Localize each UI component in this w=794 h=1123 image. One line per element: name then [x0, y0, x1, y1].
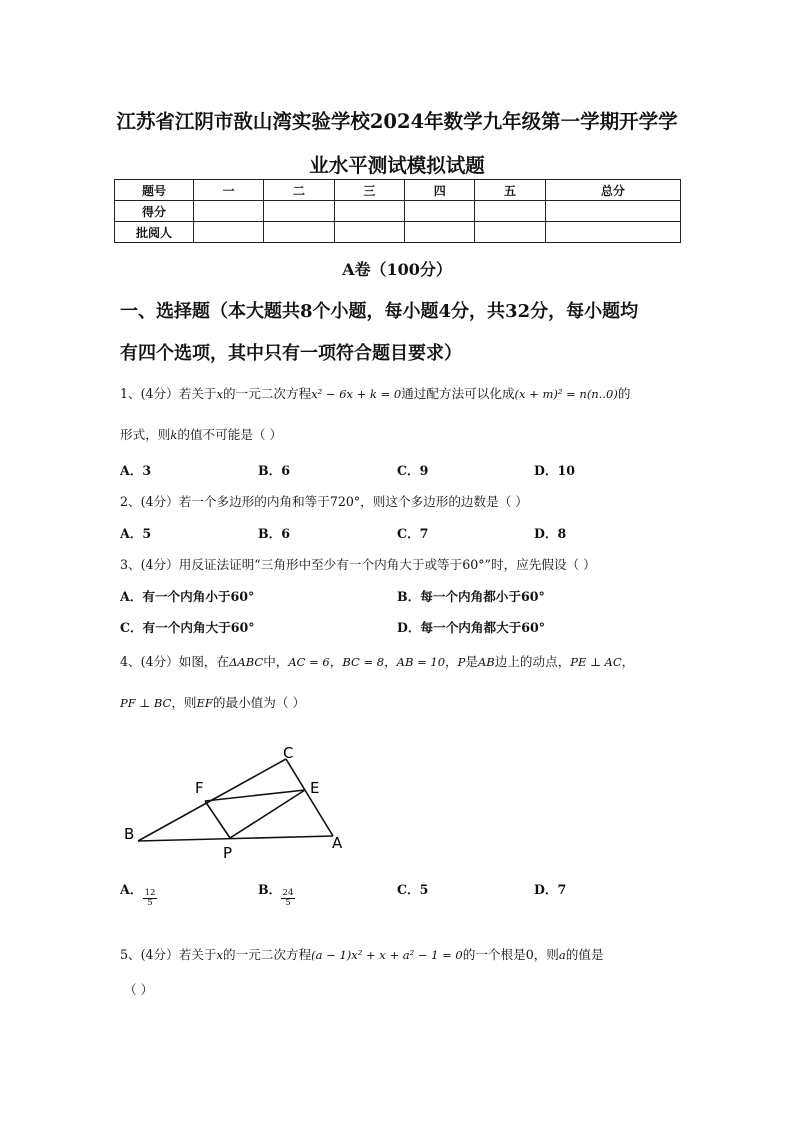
q2-option-b[interactable]: B．6 [258, 526, 291, 541]
question-3-text: 3、(4分）用反证法证明“三角形中至少有一个内角大于或等于60°”时，应先假设（ ） [120, 557, 596, 572]
section1-heading-line1: 一、选择题（本大题共8个小题，每小题4分，共32分，每小题均 [120, 301, 639, 322]
q1-option-a[interactable]: A．3 [120, 463, 152, 478]
score-cell[interactable] [475, 201, 545, 222]
q1-text: 的一元二次方程 [223, 386, 312, 401]
q1-option-b[interactable]: B．6 [258, 463, 291, 478]
label-a: A [332, 834, 343, 852]
score-cell[interactable] [334, 201, 404, 222]
q4-text: 4、(4分）如图，在 [120, 654, 230, 669]
q5-text: 的一元二次方程 [223, 947, 312, 962]
q1-text: 的 [617, 386, 631, 401]
score-table [114, 179, 681, 243]
score-cell[interactable] [405, 222, 475, 243]
score-cell[interactable] [194, 201, 264, 222]
score-cell[interactable] [264, 201, 334, 222]
score-header-cell: 一 [194, 180, 264, 201]
q4-math: P [457, 655, 466, 669]
q1-var-x: x [216, 387, 224, 401]
q1-equation-target: (x + m)² = n(n..0) [514, 387, 618, 401]
q4-text: 边上的动点， [494, 654, 571, 669]
q4-option-b-fraction [281, 889, 295, 908]
score-cell[interactable] [475, 222, 545, 243]
question-5-line2: （ ） [124, 982, 154, 997]
q4-option-a[interactable] [120, 879, 142, 898]
q5-text: 的一个根是0，则 [462, 947, 559, 962]
q4-text: 中， [263, 654, 289, 669]
q4-text: ， [621, 654, 635, 669]
q2-option-a[interactable]: A．5 [120, 526, 152, 541]
q1-equation: x² − 6x + k = 0 [311, 387, 402, 401]
question-5-line1 [120, 944, 604, 963]
label-c: C [283, 744, 294, 762]
score-table-row [115, 201, 681, 222]
label-e: E [310, 779, 320, 797]
score-row-label: 批阅人 [115, 222, 194, 243]
q1-text: 通过配方法可以化成 [401, 386, 515, 401]
volume-title: A卷（100分） [342, 260, 452, 279]
q5-var-x: x [216, 948, 224, 962]
q1-text: 的值不可能是（ ） [177, 427, 283, 442]
q2-option-d[interactable]: D．8 [534, 526, 567, 541]
side-ba [138, 836, 333, 841]
q1-text: 形式，则 [120, 427, 171, 442]
doc-title-line1: 江苏省江阴市敔山湾实验学校2024年数学九年级第一学期开学学 [116, 110, 678, 133]
q4-text: ， [445, 654, 458, 669]
q4-option-b[interactable] [258, 879, 281, 898]
score-row-label: 得分 [115, 201, 194, 222]
q4-option-a-fraction [143, 889, 157, 908]
score-cell[interactable] [334, 222, 404, 243]
question-1-line2 [120, 424, 282, 443]
q4-option-a-label: A． [120, 882, 143, 897]
q3-option-b[interactable]: B．每一个内角都小于60° [397, 589, 545, 604]
fraction-denominator: 5 [143, 898, 157, 908]
triangle-lines [138, 759, 333, 841]
score-header-cell: 五 [475, 180, 545, 201]
score-cell[interactable] [405, 201, 475, 222]
q1-var-k: k [170, 428, 178, 442]
score-header-cell: 总分 [545, 180, 680, 201]
q4-triangle-figure [118, 738, 368, 868]
question-2-text: 2、(4分）若一个多边形的内角和等于720°，则这个多边形的边数是（ ） [120, 494, 528, 509]
section1-heading-line2: 有四个选项，其中只有一项符合题目要求） [120, 343, 462, 364]
q2-option-c[interactable]: C．7 [397, 526, 429, 541]
question-4-line1 [120, 651, 634, 670]
label-p: P [223, 844, 233, 862]
fraction-denominator: 5 [281, 898, 295, 908]
q4-math: BC = 8 [342, 655, 385, 669]
q3-option-a[interactable]: A．有一个内角小于60° [120, 589, 255, 604]
q5-text: 的值是 [565, 947, 604, 962]
score-header-cell: 二 [264, 180, 334, 201]
question-1-line1 [120, 383, 630, 402]
q4-option-d[interactable]: D．7 [534, 882, 567, 897]
score-header-cell: 四 [405, 180, 475, 201]
score-cell[interactable] [264, 222, 334, 243]
q4-math: PF ⊥ BC [120, 696, 172, 710]
q4-text: 的最小值为（ ） [212, 695, 306, 710]
q5-equation: (a − 1)x² + x + a² − 1 = 0 [311, 948, 463, 962]
score-header-cell: 题号 [115, 180, 194, 201]
doc-title-line2: 业水平测试模拟试题 [309, 154, 485, 177]
score-cell[interactable] [194, 222, 264, 243]
fraction-numerator: 12 [144, 888, 156, 898]
q4-text: ，则 [171, 695, 197, 710]
q4-math: PE ⊥ AC [570, 655, 622, 669]
q1-option-d[interactable]: D．10 [534, 463, 576, 478]
q5-var-a: a [558, 948, 566, 962]
q4-math: EF [196, 696, 213, 710]
q4-text: 是 [465, 654, 478, 669]
score-table-header-row [115, 180, 681, 201]
q1-option-c[interactable]: C．9 [397, 463, 429, 478]
q3-option-c[interactable]: C．有一个内角大于60° [120, 620, 255, 635]
score-cell[interactable] [545, 201, 680, 222]
q3-option-d[interactable]: D．每一个内角都大于60° [397, 620, 546, 635]
q4-math: AB [477, 655, 495, 669]
q4-option-c[interactable]: C．5 [397, 882, 429, 897]
segment-fp [205, 801, 230, 838]
q4-math: AB = 10 [396, 655, 446, 669]
question-4-line2 [120, 692, 305, 711]
score-header-cell: 三 [334, 180, 404, 201]
label-f: F [195, 779, 204, 797]
label-b: B [124, 825, 135, 843]
q4-math: ΔABC [229, 655, 264, 669]
q1-text: 1、(4分）若关于 [120, 386, 217, 401]
fraction-numerator: 24 [282, 888, 294, 898]
q4-math: AC = 6 [288, 655, 330, 669]
q4-option-b-label: B． [258, 882, 282, 897]
q5-text: 5、(4分）若关于 [120, 947, 217, 962]
score-cell[interactable] [545, 222, 680, 243]
score-table-row [115, 222, 681, 243]
q4-text: ， [384, 654, 397, 669]
q4-text: ， [329, 654, 343, 669]
